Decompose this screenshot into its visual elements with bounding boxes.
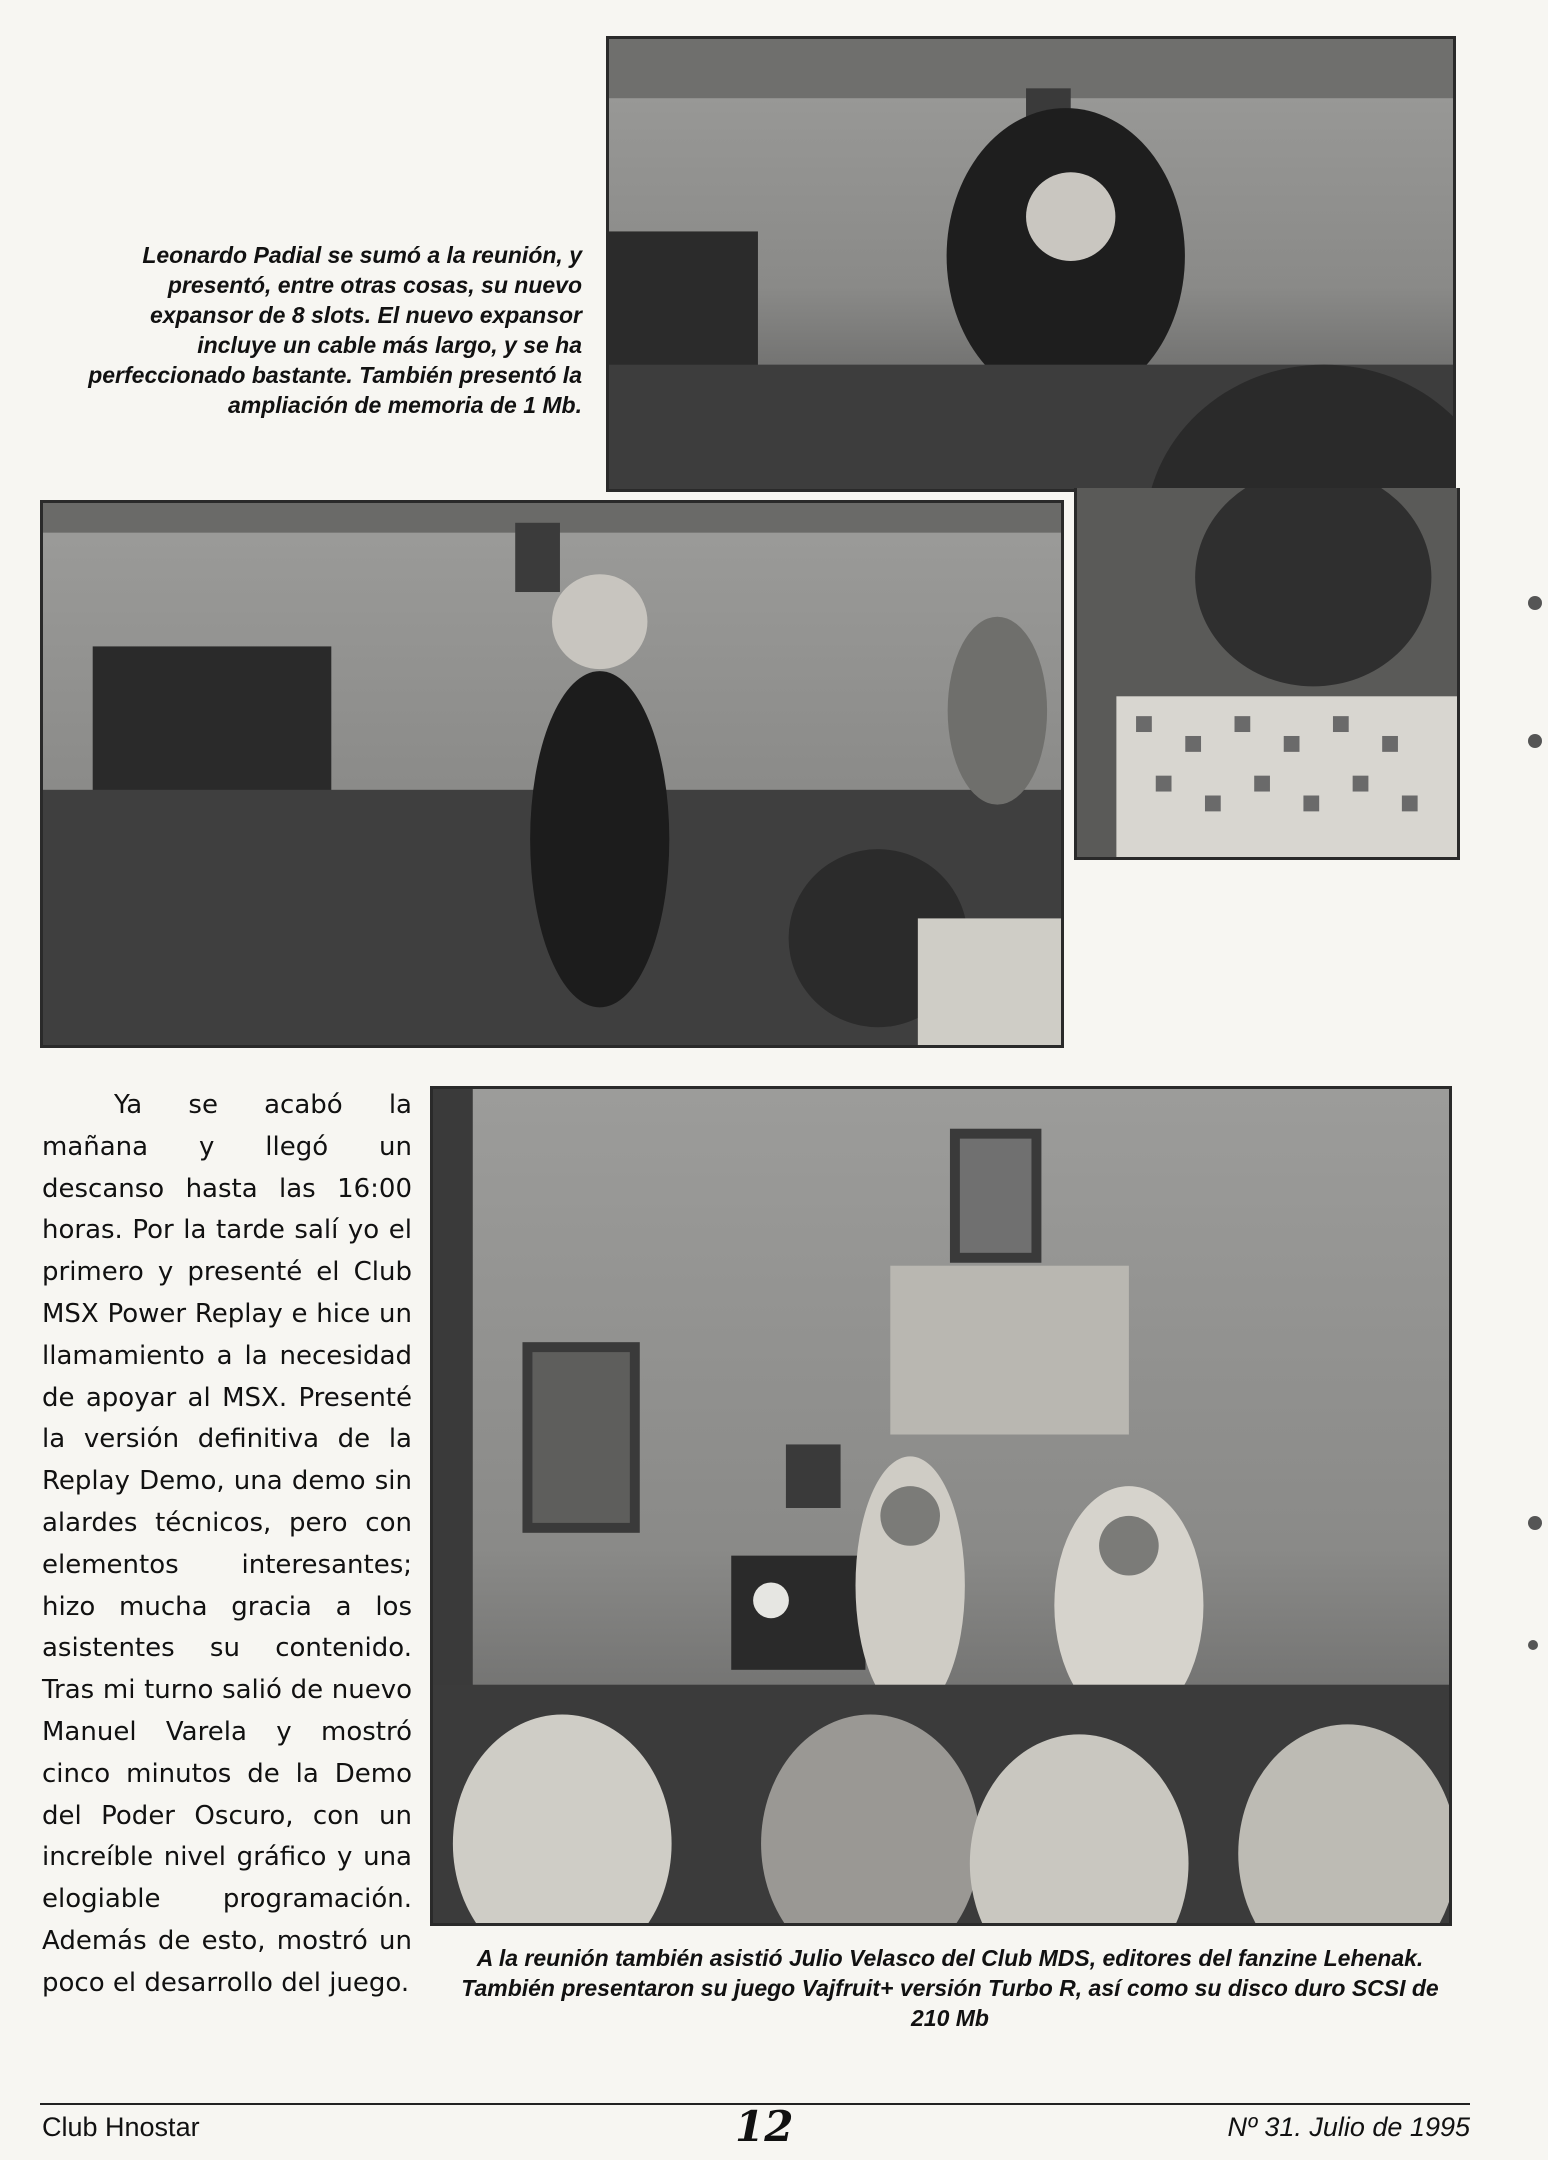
- photo-leonardo-padial-presenting: [40, 500, 1064, 1048]
- photo-leonardo-padial-top: [606, 36, 1456, 492]
- binder-hole: [1528, 596, 1542, 610]
- binder-hole: [1528, 1516, 1542, 1530]
- footer-publication: Club Hnostar: [42, 2112, 200, 2142]
- caption-bottom-photo: A la reunión también asistió Julio Velasco del Club MDS, editores del fanzine Lehenak. También presentaron su juego Vajfruit+ versión Turbo R, así como su disco duro SCSI de 210 Mb: [461, 1945, 1439, 2031]
- photo-scene-middle: [43, 503, 1061, 1045]
- article-body: [42, 1085, 412, 2005]
- photo-scene-top: [609, 39, 1453, 489]
- article-paragraph: Ya se acabó la mañana y llegó un descanso hasta las 16:00 horas. Por la tarde salí yo el primero y presenté el Club MSX Power Replay e hice un llamamiento a la necesidad de apoyar al MSX. Presenté la versión definitiva de la Replay Demo, una demo sin alardes técnicos, pero con elementos interesantes; hizo mucha gracia a los asistentes su contenido. Tras mi turno salió de nuevo Manuel Varela y mostró cinco minutos de la Demo del Poder Oscuro, con un increíble nivel gráfico y una elogiable programación. Además de esto, mostró un poco el desarrollo del juego.: [42, 1090, 412, 1998]
- binder-hole: [1528, 734, 1542, 748]
- caption-top-photo: Leonardo Padial se sumó a la reunión, y presentó, entre otras cosas, su nuevo expansor de 8 slots. El nuevo expansor incluye un cable más largo, y se ha perfeccionado bastante. También presentó la ampliación de memoria de 1 Mb.: [88, 242, 582, 418]
- photo-right-strip: [1074, 488, 1460, 860]
- photo-scene-right-strip: [1077, 488, 1457, 857]
- photo-scene-bottom: [433, 1089, 1449, 1923]
- photo-julio-velasco-club-mds: [430, 1086, 1452, 1926]
- binder-hole: [1528, 1640, 1538, 1650]
- footer-page-number: 12: [735, 2102, 794, 2151]
- footer-issue: Nº 31. Julio de 1995: [1227, 2112, 1470, 2142]
